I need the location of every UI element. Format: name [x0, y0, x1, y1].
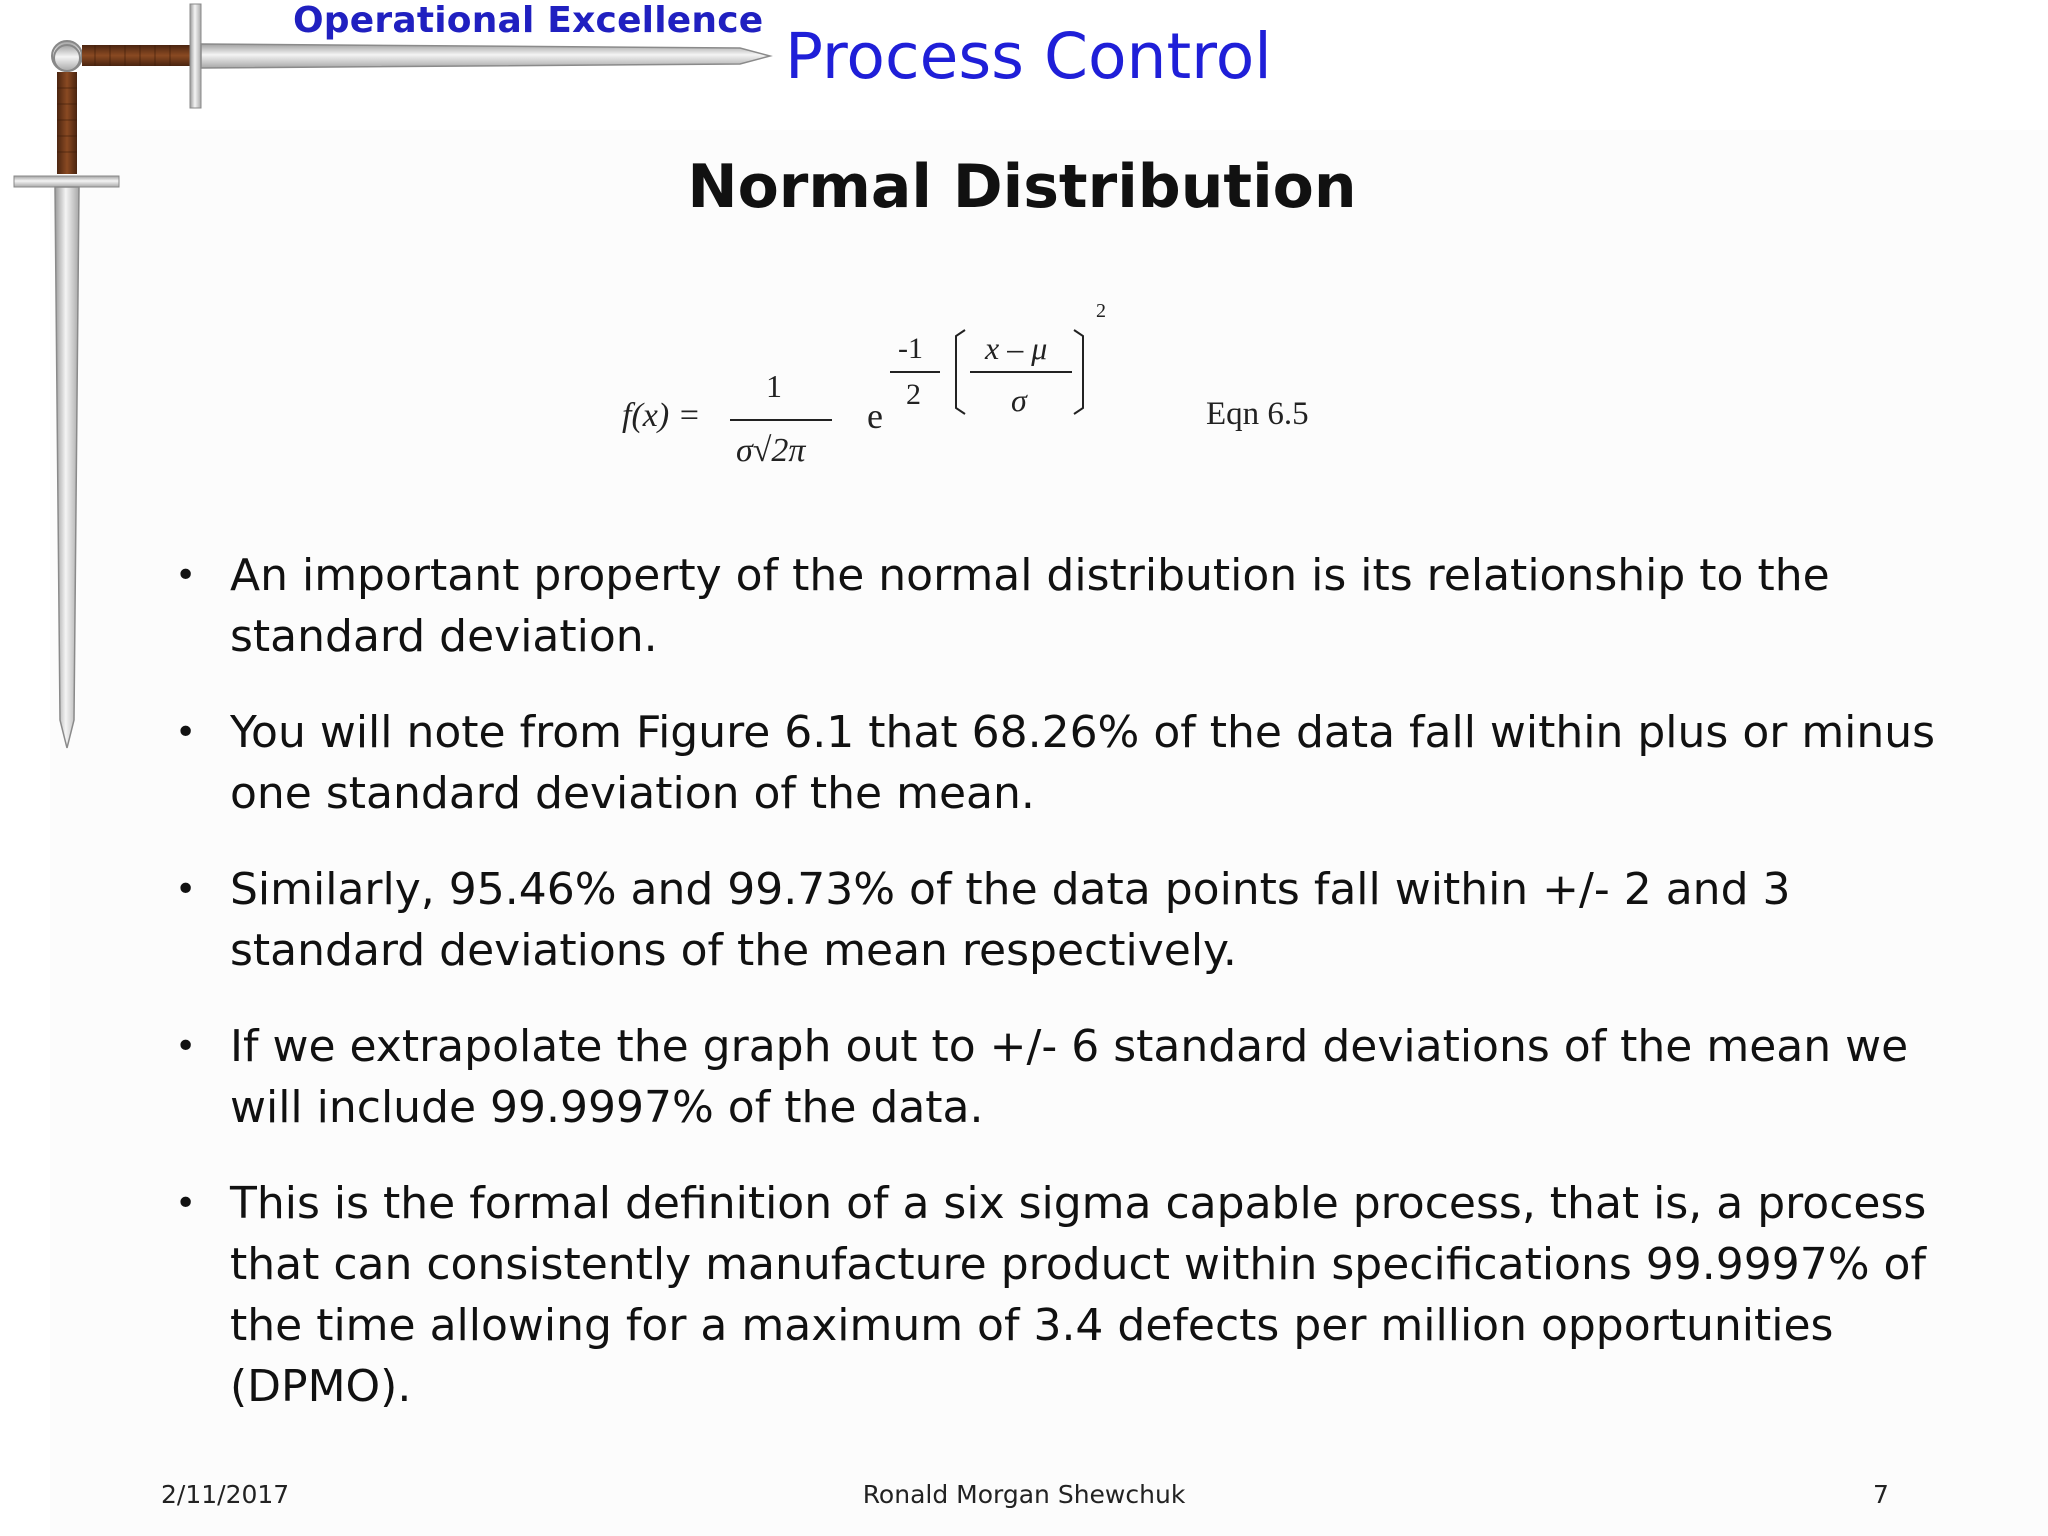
bullet-text: An important property of the normal distribution is its relationship to the standard deviation.: [230, 550, 1830, 662]
list-item: [160, 1173, 1980, 1417]
equation-coef-denominator: 2: [906, 378, 921, 411]
bullet-dot: •: [175, 555, 197, 596]
slide-title: [0, 152, 2048, 222]
bullet-text: This is the formal definition of a six sigma capable process, that is, a process that can consistently manufacture product within specifications 99.9997% of the time allowing for a maximum of 3.4 defects per million opportunities (DPMO).: [230, 1178, 1927, 1412]
bullet-text: Similarly, 95.46% and 99.73% of the data points fall within +/- 2 and 3 standard deviations of the mean respectively.: [230, 864, 1791, 976]
footer-page-number: 7: [1873, 1480, 1889, 1509]
equation-coef-numerator: -1: [898, 332, 923, 365]
equation-base: e: [867, 396, 883, 436]
list-item: [160, 1016, 1980, 1138]
equation-label: Eqn 6.5: [1206, 396, 1309, 432]
equation-numerator: 1: [766, 368, 782, 404]
brand-title: Operational Excellence: [293, 0, 764, 41]
list-item: [160, 702, 1980, 824]
bullet-list: [160, 545, 1980, 1452]
bullet-dot: •: [175, 712, 197, 753]
equation-inner-denominator: σ: [1011, 382, 1027, 418]
section-title: Process Control: [785, 20, 1272, 93]
equation-inner-numerator: x – μ: [985, 330, 1048, 366]
list-item: [160, 859, 1980, 981]
bullet-dot: •: [175, 1026, 197, 1067]
equation-denominator: σ√2π: [736, 432, 806, 469]
bullet-dot: •: [175, 1183, 197, 1224]
equation-lhs: f(x) =: [622, 397, 701, 434]
bullet-text: You will note from Figure 6.1 that 68.26% of the data fall within plus or minus one standard deviation of the mean.: [230, 707, 1936, 819]
list-item: [160, 545, 1980, 667]
equation-exponent: 2: [1096, 300, 1106, 322]
footer-date: 2/11/2017: [161, 1480, 290, 1509]
footer-author: Ronald Morgan Shewchuk: [862, 1480, 1186, 1509]
bullet-text: If we extrapolate the graph out to +/- 6 standard deviations of the mean we will include 99.9997% of the data.: [230, 1021, 1909, 1133]
bullet-dot: •: [175, 869, 197, 910]
slide-title-text: Normal Distribution: [687, 152, 1357, 222]
